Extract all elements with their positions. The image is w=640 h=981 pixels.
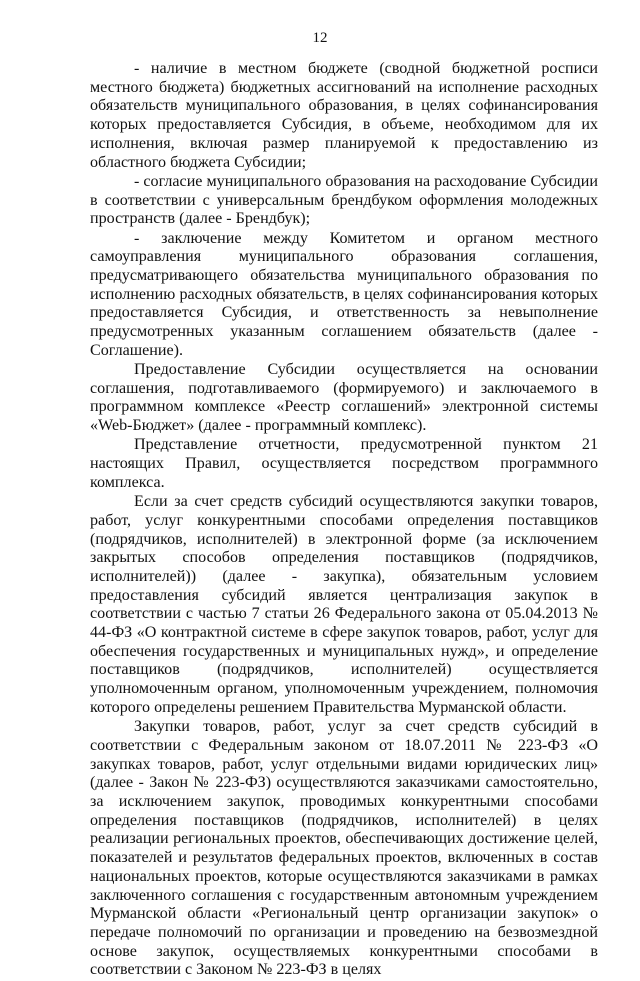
paragraph-procurement-223fz: Закупки товаров, работ, услуг за счет средств субсидий в соответствии с Федеральным законом от 18.07.2011 № 223-ФЗ «О закупках товаров, работ, услуг отдельными видами юридических лиц» (далее - Закон № 223-ФЗ) осуществляются заказчиками самостоятельно, за исключением закупок, проводимых конкурентными способами определения поставщиков (подрядчиков, исполнителей) в целях реализации региональных проектов, обеспечивающих достижение целей, показателей и результатов федеральных проектов, включенных в состав национальных проектов, которые осуществляются заказчиками в рамках заключенного соглашения с государственным автономным учреждением Мурманской области «Региональный центр организации закупок» о передаче полномочий по организации и проведению на безвозмездной основе закупок, осуществляемых конкурентными способами в соответствии с Законом № 223-ФЗ в целях — [90, 718, 598, 979]
page-number: 12 — [312, 30, 328, 46]
document-body — [90, 60, 598, 981]
paragraph-reporting: Представление отчетности, предусмотренной пунктом 21 настоящих Правил, осуществляется посредством программного комплекса. — [90, 436, 598, 491]
paragraph-agreement-system: Предоставление Субсидии осуществляется на основании соглашения, подготавливаемого (формируемого) и заключаемого в программном комплексе «Реестр соглашений» электронной системы «Web-Бюджет» (далее - программный комплекс). — [90, 361, 598, 435]
paragraph-condition-budget: - наличие в местном бюджете (сводной бюджетной росписи местного бюджета) бюджетных ассигнований на исполнение расходных обязательств муниципального образования, в целях софинансирования которых предоставляется Субсидия, в объеме, необходимом для их исполнения, включая размер планируемой к предоставлению из областного бюджета Субсидии; — [90, 60, 598, 171]
paragraph-condition-agreement: - заключение между Комитетом и органом местного самоуправления муниципального образования соглашения, предусматривающего обязательства муниципального образования по исполнению расходных обязательств, в целях софинансирования которых предоставляется Субсидия, и ответственность за невыполнение предусмотренных указанным соглашением обязательств (далее - Соглашение). — [90, 229, 598, 359]
paragraph-procurement-44fz: Если за счет средств субсидий осуществляются закупки товаров, работ, услуг конкурентными способами определения поставщиков (подрядчиков, исполнителей) в электронной форме (за исключением закрытых способов определения поставщиков (подрядчиков, исполнителей)) (далее - закупка), обязательным условием предоставления субсидий является централизация закупок в соответствии с частью 7 статьи 26 Федерального закона от 05.04.2013 № 44-ФЗ «О контрактной системе в сфере закупок товаров, работ, услуг для обеспечения государственных и муниципальных нужд», и определение поставщиков (подрядчиков, исполнителей) осуществляется уполномоченным органом, уполномоченным учреждением, полномочия которого определены решением Правительства Мурманской области. — [90, 493, 598, 716]
paragraph-condition-brandbook: - согласие муниципального образования на расходование Субсидии в соответствии с универсальным брендбуком оформления молодежных пространств (далее - Брендбук); — [90, 172, 598, 228]
